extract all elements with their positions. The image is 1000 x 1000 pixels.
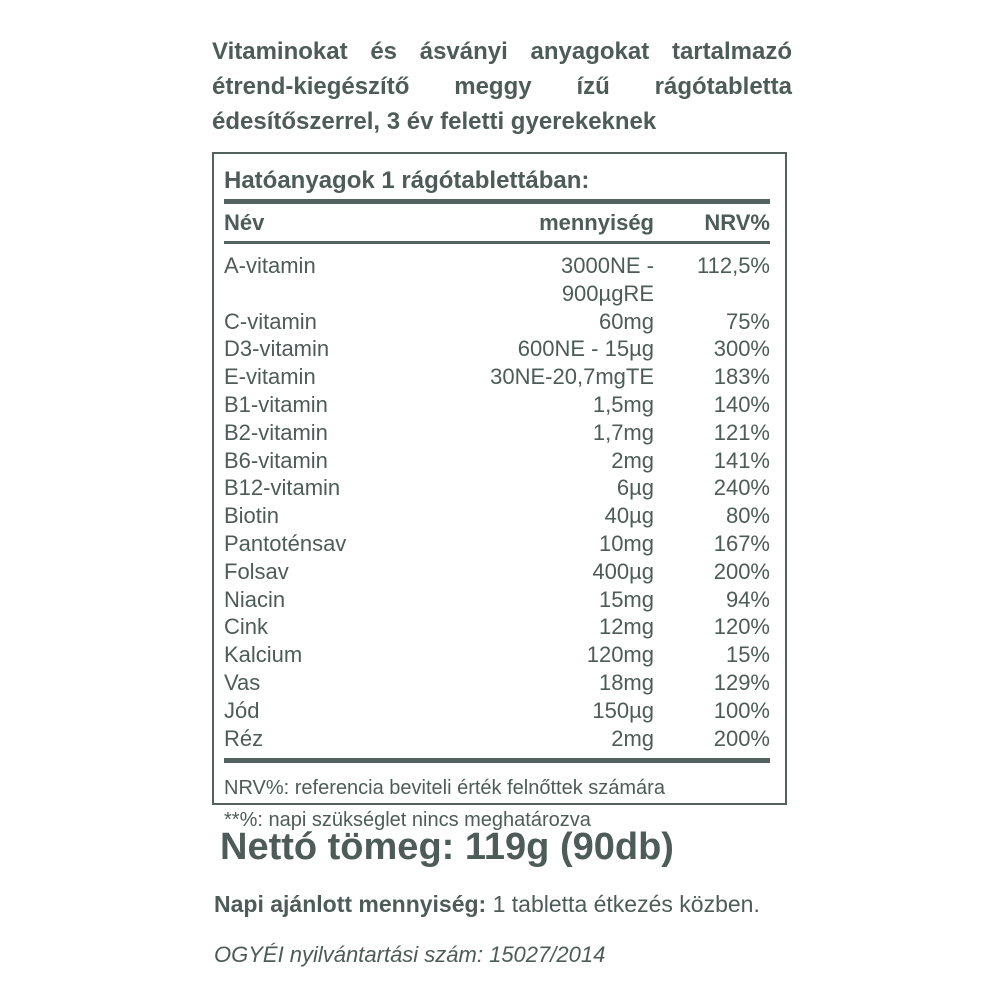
table-row [224, 669, 770, 697]
ingredient-nrv: 300% [713, 336, 770, 362]
ingredient-nrv: 112,5% [697, 253, 770, 278]
table-rows [224, 252, 770, 752]
ingredient-amount: 400µg [592, 558, 654, 584]
ingredient-amount: 3000NE - 900µgRE [561, 253, 654, 306]
table-row [224, 419, 770, 447]
ingredient-amount: 18mg [598, 669, 654, 695]
ingredient-nrv: 200% [713, 558, 770, 584]
table-row [224, 641, 770, 669]
ingredients-box [212, 152, 787, 832]
ingredient-name: Jód [224, 697, 260, 723]
product-description-line-2: étrend-kiegészítő meggy ízű rágótabletta [212, 73, 792, 100]
footnote-nrv: NRV%: referencia beviteli érték felnőttek számára [224, 777, 665, 800]
ingredient-nrv: 100% [713, 697, 770, 723]
table-row [224, 725, 770, 753]
ingredient-name: B1-vitamin [224, 391, 328, 417]
ingredient-name: Réz [224, 725, 264, 751]
product-description-line-1: Vitaminokat és ásványi anyagokat tartalmazó [212, 38, 792, 65]
ingredient-nrv: 80% [725, 503, 770, 529]
table-row [224, 308, 770, 336]
ingredient-nrv: 15% [725, 642, 770, 668]
ingredient-name: E-vitamin [224, 364, 316, 390]
ingredient-nrv: 141% [713, 447, 770, 473]
daily-dose-line [214, 891, 760, 918]
ingredient-nrv: 167% [713, 530, 770, 556]
ingredients-title: Hatóanyagok 1 rágótablettában: [224, 167, 590, 194]
net-weight-text: Nettó tömeg: 119g (90db) [220, 826, 674, 868]
ingredient-amount: 2mg [611, 725, 654, 751]
ingredient-name: A-vitamin [224, 253, 316, 278]
table-row [224, 613, 770, 641]
table-row [224, 558, 770, 586]
table-row [224, 363, 770, 391]
ingredient-amount: 2mg [611, 447, 654, 473]
ingredient-name: B6-vitamin [224, 447, 328, 473]
ingredient-name: B2-vitamin [224, 419, 328, 445]
ingredient-name: D3-vitamin [224, 336, 330, 362]
table-row [224, 447, 770, 475]
registration-number-text: OGYÉI nyilvántartási szám: 15027/2014 [214, 942, 606, 967]
divider-above-footnotes [224, 758, 770, 763]
table-row [224, 335, 770, 363]
ingredient-name: C-vitamin [224, 308, 317, 334]
ingredient-name: Pantoténsav [224, 530, 347, 556]
ingredient-name: Kalcium [224, 642, 303, 668]
ingredient-amount: 600NE - 15µg [517, 336, 654, 362]
ingredient-name: Niacin [224, 586, 286, 612]
ingredient-nrv: 183% [713, 364, 770, 390]
ingredient-name: B12-vitamin [224, 475, 341, 501]
table-row [224, 530, 770, 558]
daily-dose-value: 1 tabletta étkezés közben. [486, 891, 760, 917]
column-header-amount: mennyiség [539, 210, 654, 235]
ingredient-nrv: 129% [713, 669, 770, 695]
table-row [224, 586, 770, 614]
product-description-line-3: édesítőszerrel, 3 év feletti gyerekeknek [212, 108, 657, 135]
column-header-nrv: NRV% [704, 210, 770, 235]
ingredient-amount: 150µg [592, 697, 654, 723]
ingredient-amount: 15mg [598, 586, 654, 612]
ingredient-amount: 6µg [616, 475, 654, 501]
ingredient-amount: 1,7mg [592, 419, 654, 445]
table-row [224, 391, 770, 419]
product-description [212, 34, 792, 139]
divider-under-column-headers [224, 241, 770, 244]
ingredient-nrv: 120% [713, 614, 770, 640]
ingredient-nrv: 240% [713, 475, 770, 501]
ingredient-name: Vas [224, 669, 261, 695]
ingredient-nrv: 75% [725, 308, 770, 334]
column-header-name: Név [224, 210, 265, 235]
table-row [224, 474, 770, 502]
ingredient-amount: 60mg [598, 308, 654, 334]
ingredient-nrv: 121% [713, 419, 770, 445]
daily-dose-label: Napi ajánlott mennyiség: [214, 891, 487, 917]
column-header-row [224, 204, 770, 241]
ingredient-nrv: 140% [713, 391, 770, 417]
ingredient-amount: 30NE-20,7mgTE [490, 364, 654, 390]
ingredient-amount: 1,5mg [592, 391, 654, 417]
table-row [224, 502, 770, 530]
ingredient-amount: 120mg [586, 642, 654, 668]
footnote-daily-need: **%: napi szükséglet nincs meghatározva [224, 809, 591, 832]
ingredient-amount: 40µg [604, 503, 654, 529]
table-row [224, 697, 770, 725]
ingredient-name: Folsav [224, 558, 289, 584]
ingredient-amount: 10mg [598, 530, 654, 556]
table-row [224, 252, 770, 308]
ingredient-nrv: 94% [725, 586, 770, 612]
ingredient-name: Biotin [224, 503, 280, 529]
ingredient-name: Cink [224, 614, 269, 640]
ingredient-amount: 12mg [598, 614, 654, 640]
ingredient-nrv: 200% [713, 725, 770, 751]
